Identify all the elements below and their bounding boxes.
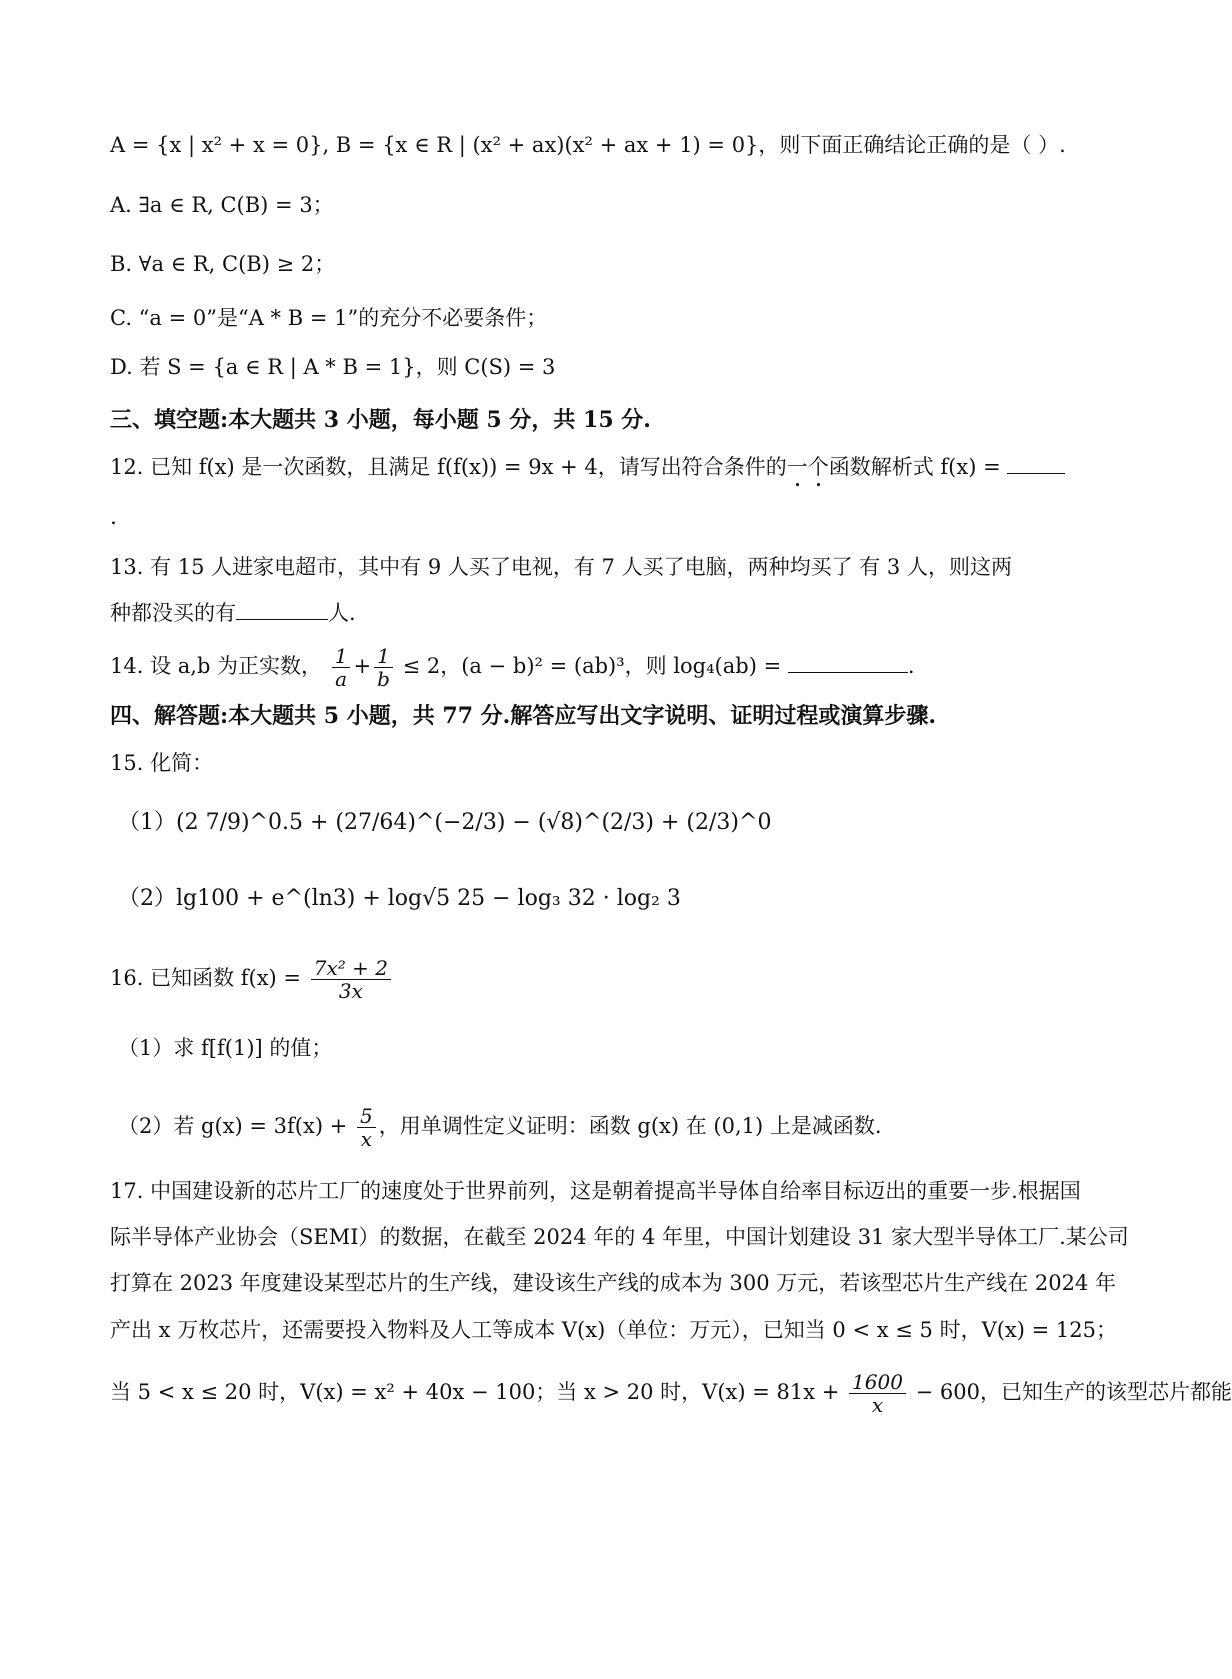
q14-frac1-den: a xyxy=(335,667,348,691)
q13-line1: 13. 有 15 人进家电超市，其中有 9 人买了电视，有 7 人买了电脑，两种均买了 有 3 人，则这两 xyxy=(110,555,1012,579)
q17-line4: 产出 x 万枚芯片，还需要投入物料及人工等成本 V(x)（单位：万元），已知当 0 < x ≤ 5 时，V(x) = 125； xyxy=(110,1318,1117,1342)
q13-line2-after: 人. xyxy=(328,601,356,625)
q11-option-a: A. ∃a ∈ R, C(B) = 3； xyxy=(110,193,334,217)
q16-part1: （1）求 f[f(1)] 的值； xyxy=(118,1036,333,1060)
section4-heading: 四、解答题:本大题共 5 小题，共 77 分.解答应写出文字说明、证明过程或演算步骤. xyxy=(110,703,937,729)
q12-text-before: 12. 已知 f(x) 是一次函数，且满足 f(f(x)) = 9x + 4，请写出符合条件的 xyxy=(110,455,787,479)
q16-prefix: 16. 已知函数 f(x) = xyxy=(110,966,302,990)
q13-answer-blank xyxy=(236,597,328,620)
q16-part2-fraction xyxy=(357,1105,376,1150)
q16-part2-frac-den: x xyxy=(360,1127,372,1151)
q17-line5-frac-num: 1600 xyxy=(849,1371,906,1394)
q17-line5-frac-den: x xyxy=(871,1393,884,1417)
q14-suffix: . xyxy=(907,654,915,678)
q14-frac1-num: 1 xyxy=(332,645,351,668)
q12-text xyxy=(110,451,1065,492)
q16-part2-after: ，用单调性定义证明：函数 g(x) 在 (0,1) 上是减函数. xyxy=(378,1114,882,1138)
q16-part2-frac-num: 5 xyxy=(357,1105,376,1128)
q14-prefix: 14. 设 a,b 为正实数， xyxy=(110,654,323,678)
q11-stem: A = {x | x² + x = 0}, B = {x ∈ R | (x² + ax)(x² + ax + 1) = 0}，则下面正确结论正确的是（ ）. xyxy=(110,133,1066,157)
q11-option-d: D. 若 S = {a ∈ R | A * B = 1}，则 C(S) = 3 xyxy=(110,355,556,379)
q17-line5-fraction xyxy=(849,1371,906,1416)
q16-stem xyxy=(110,950,394,1006)
q17-line3: 打算在 2023 年度建设某型芯片的生产线，建设该生产线的成本为 300 万元，若该型芯片生产线在 2024 年 xyxy=(110,1271,1117,1295)
q17-line5-after: − 600，已知生产的该型芯片都能 xyxy=(915,1380,1232,1404)
q16-part2 xyxy=(118,1098,882,1154)
q14-line: 14. 设 a,b 为正实数， $\frac{1}{a}$ + $\frac{1}{b}$ ≤ 2，(a − b)² = (ab)³，则 log₄(ab) = . xyxy=(110,644,915,691)
q13-line2 xyxy=(110,597,356,628)
q11-option-b: B. ∀a ∈ R, C(B) ≥ 2； xyxy=(110,252,336,276)
q17-line2: 际半导体产业协会（SEMI）的数据，在截至 2024 年的 4 年里，中国计划建设 31 家大型半导体工厂.某公司 xyxy=(110,1225,1129,1249)
q16-frac-num: 7x² + 2 xyxy=(311,957,391,980)
section3-heading: 三、填空题:本大题共 3 小题，每小题 5 分，共 15 分. xyxy=(110,407,651,433)
q14-middle: ≤ 2，(a − b)² = (ab)³，则 log₄(ab) = xyxy=(402,654,782,678)
q12-emphasis: 一个 xyxy=(786,455,829,479)
q17-line1: 17. 中国建设新的芯片工厂的速度处于世界前列，这是朝着提高半导体自给率目标迈出的重要一步.根据国 xyxy=(110,1179,1081,1203)
q17-line5-before: 当 5 < x ≤ 20 时，V(x) = x² + 40x − 100；当 x > 20 时，V(x) = 81x + xyxy=(110,1380,840,1404)
q16-fraction xyxy=(311,957,391,1002)
q17-line5 xyxy=(110,1364,1232,1420)
q12-trailing-period: . xyxy=(110,505,117,530)
q15-title: 15. 化简： xyxy=(110,751,214,775)
q13-line2-before: 种都没买的有 xyxy=(110,601,236,625)
q14-fraction-2 xyxy=(374,645,393,690)
q11-option-c: C. “a = 0”是“A * B = 1”的充分不必要条件； xyxy=(110,306,548,330)
q16-frac-den: 3x xyxy=(338,979,363,1003)
q14-frac2-num: 1 xyxy=(374,645,393,668)
q15-part1: （1）(2 7/9)^0.5 + (27/64)^(−2/3) − (√8)^(2/3) + (2/3)^0 xyxy=(118,810,772,835)
q15-part2: （2）lg100 + e^(ln3) + log√5 25 − log₃ 32 · log₂ 3 xyxy=(118,886,681,911)
q12-answer-blank xyxy=(1007,451,1065,474)
q14-fraction-1 xyxy=(332,645,351,690)
q12-text-after: 函数解析式 f(x) = xyxy=(828,455,1001,479)
q16-part2-before: （2）若 g(x) = 3f(x) + xyxy=(118,1114,348,1138)
q14-answer-blank xyxy=(788,650,908,673)
q14-frac2-den: b xyxy=(377,667,390,691)
